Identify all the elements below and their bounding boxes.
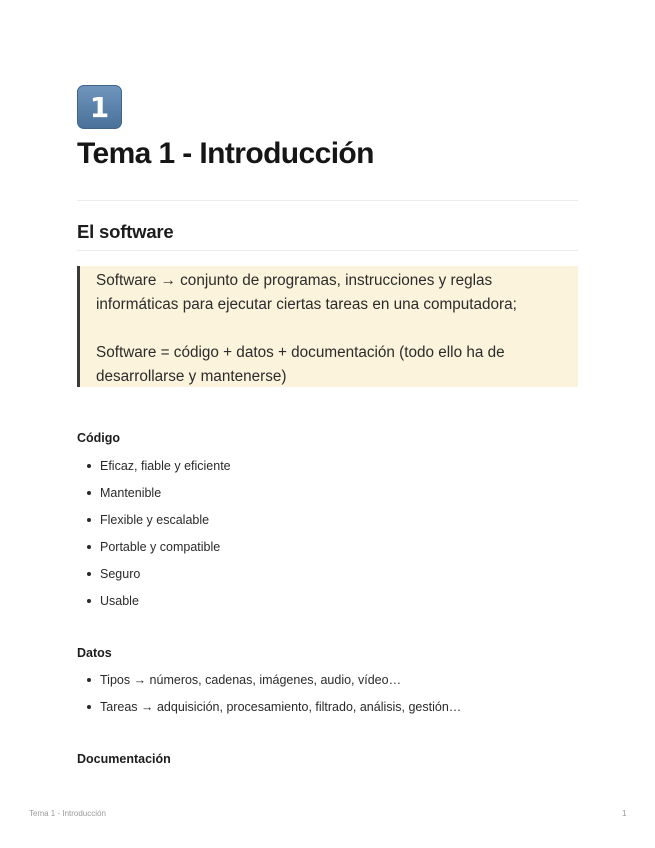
datos-label: Datos xyxy=(77,646,112,660)
list-item: Portable y compatible xyxy=(77,540,231,567)
footer-title: Tema 1 - Introducción xyxy=(29,809,106,818)
section-heading-software: El software xyxy=(77,221,174,242)
list-item: Tipos → números, cadenas, imágenes, audio, vídeo… xyxy=(77,673,461,700)
list-item: Mantenible xyxy=(77,486,231,513)
list-item: Seguro xyxy=(77,567,231,594)
list-item: Eficaz, fiable y eficiente xyxy=(77,459,231,486)
callout-definition: Software → conjunto de programas, instrucciones y reglas informáticas para ejecutar ciertas tareas en una computadora; xyxy=(96,272,517,313)
page-title: Tema 1 - Introducción xyxy=(77,137,374,170)
list-item: Flexible y escalable xyxy=(77,513,231,540)
list-item: Tareas → adquisición, procesamiento, filtrado, análisis, gestión… xyxy=(77,700,461,727)
title-divider xyxy=(77,200,578,201)
list-item: Usable xyxy=(77,594,231,621)
callout-formula: Software = código + datos + documentación (todo ello ha de desarrollarse y mantenerse) xyxy=(96,344,505,385)
documentacion-label: Documentación xyxy=(77,752,171,766)
callout-spacer xyxy=(96,317,570,341)
software-callout xyxy=(77,266,578,387)
codigo-list xyxy=(77,459,231,621)
keycap-digit: 1 xyxy=(89,90,110,124)
codigo-label: Código xyxy=(77,431,121,445)
keycap-one-icon xyxy=(77,85,122,129)
page-number: 1 xyxy=(622,809,627,818)
datos-list xyxy=(77,673,461,727)
section-divider xyxy=(77,250,578,251)
